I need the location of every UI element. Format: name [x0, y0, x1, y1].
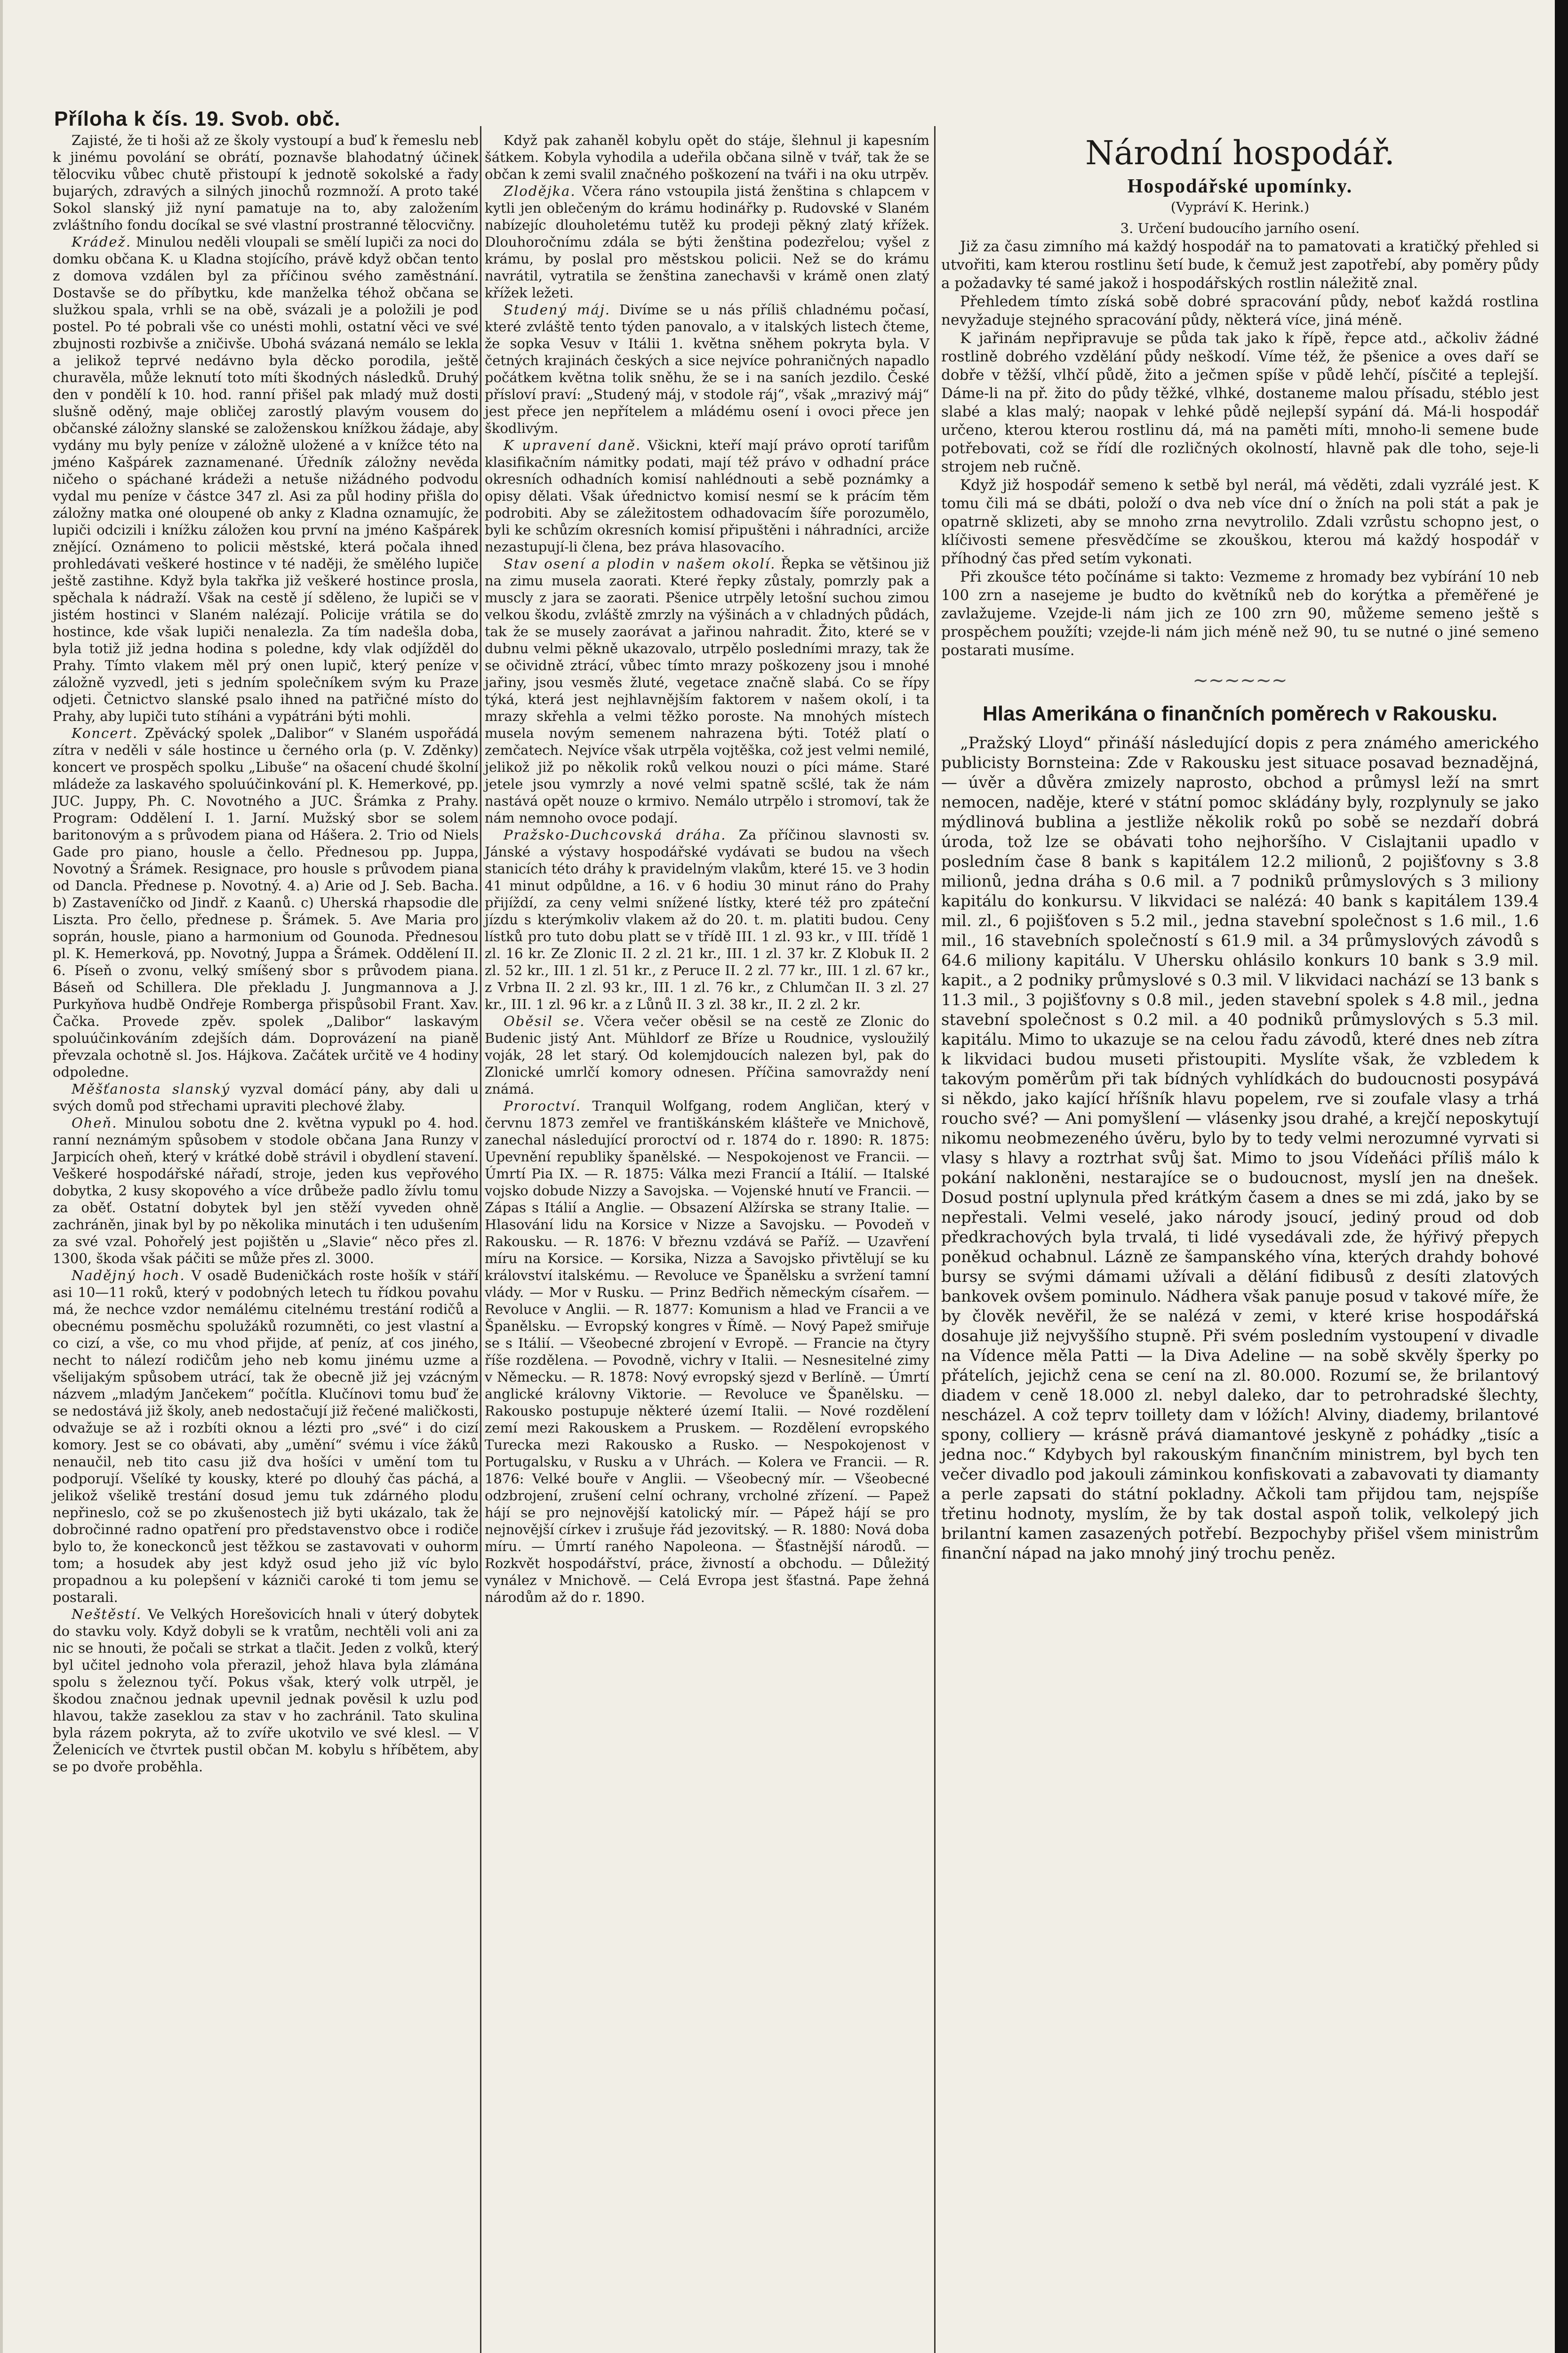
- article-section-heading: 3. Určení budoucího jarního osení.: [1120, 220, 1360, 236]
- news-keyword: Zlodějka.: [504, 183, 576, 199]
- scan-edge-right: [1555, 0, 1568, 2353]
- news-paragraph: [53, 1267, 479, 1606]
- news-keyword: Stav osení a plodin v našem okolí.: [504, 556, 776, 572]
- news-text: Všickni, kteří mají právo oprotí tarifům klasifikačním námitky podati, mají též právo v odhadní práce okresních odhadních komisí nahlédnouti a sebě poznámky a opisy dělati. Však úřednictvo komisí nesmí se k prácím těm podrobiti. Aby se záležitostem odhadovacím šíře porozumělo, byli ke schůzím okresních komisí připuštěni i náhradníci, arciže nezastupují-li člena, bez práva hlasovacího.: [485, 437, 930, 555]
- news-keyword: Studený máj.: [504, 302, 611, 318]
- article-paragraph: K jařinám nepřipravuje se půda tak jako k řípě, řepce atd., ačkoliv žádné rostlině dobrého vzdělání půdy neškodí. Víme též, že pšenice a oves daří se dobře v těžší, vlhčí půdě, žito a ječmen spíše v půdě lehčí, písčité a teplejší. Dáme-li na př. žito do půdy těžké, vlhké, dostaneme malou přísadu, stéblo jest slabé a klas malý; naopak v lehké půdě nejlepší sypání dá. Má-li hospodář určeno, kterou kterou rostlinu dá, má na paměti míti, mnoho-li semene bude potřebovati, což se řídí dle rozličných okolností, hlavně pak dle toho, seje-li strojem neb ručně.: [941, 330, 1539, 475]
- news-keyword: Nadějný hoch.: [72, 1267, 185, 1283]
- article-paragraph: Již za času zimního má každý hospodář na to pamatovati a kratičký přehled si utvořiti, kam kterou rostlinu šetí bude, k čemuž jest zapotřebí, aby poměry půdy a požadavky té samé jakož i hospodářských rostlin náležitě znal.: [941, 238, 1539, 292]
- news-text: vyzval domácí pány, aby dali u svých domů pod střechami upraviti plechové žlaby.: [53, 1081, 479, 1114]
- news-keyword: Proroctví.: [504, 1098, 581, 1114]
- article-author: (Vypráví K. Herink.): [1170, 199, 1310, 215]
- news-keyword: Pražsko-Duchcovská dráha.: [504, 827, 727, 843]
- news-paragraph: [53, 725, 479, 1080]
- news-keyword: Koncert.: [72, 725, 138, 741]
- news-keyword: Krádež.: [72, 234, 132, 250]
- news-paragraph: [53, 1114, 479, 1267]
- supplement-header: Příloha k čís. 19. Svob. obč.: [54, 107, 341, 130]
- news-paragraph: [485, 437, 929, 555]
- news-paragraph: [485, 183, 929, 301]
- news-keyword: Měšťanosta slanský: [72, 1081, 231, 1097]
- ornament-divider: ~~~~~~: [1192, 670, 1288, 691]
- news-text: Ve Velkých Horešovicích hnali v úterý dobytek do stavku voly. Když dobyli se k vratům, nechtěli voli ani za nic se hnouti, že počali se strkat a tlačit. Jeden z volků, který byl učitel jednoho vola přerazil, jehož hlava byla zlámána spolu s železnou tyčí. Pokus však, který volk utrpěl, je škodou značnou jednak upevnil jednak pověsil k uzlu pod hlavou, takže zaseklou za stav v ho zachránil. Tato skulina byla rázem pokryta, až to zvíře ukotvilo ve své klesl. — V Želenicích ve čtvrtek pustil občan M. kobylu s hříbětem, aby se po dvoře proběhla.: [53, 1606, 479, 1775]
- news-paragraph: [485, 301, 929, 437]
- news-keyword: Neštěstí.: [72, 1606, 142, 1622]
- news-paragraph: [485, 1013, 929, 1097]
- scan-edge-left: [0, 0, 3, 2353]
- news-paragraph: [53, 132, 479, 233]
- news-paragraph: [53, 1080, 479, 1114]
- section-subtitle: Hospodářské upomínky.: [1127, 176, 1353, 197]
- column-rule-2: [934, 126, 936, 2353]
- news-keyword: Oheň.: [72, 1115, 118, 1131]
- news-paragraph: [485, 132, 929, 183]
- news-keyword: K upravení daně.: [504, 437, 641, 453]
- news-text: Zpěvácký spolek „Dalibor“ v Slaném uspořádá zítra v neděli v sále hostince u černého orla (p. V. Zděnky) koncert ve prospěch spolku „Libuše“ na ošacení chudé školní mládeže za laskavého spoluúčinkování pl. K. Hemerkové, pp. JUC. Juppy, Ph. C. Novotného a JUC. Šrámka z Prahy. Program: Oddělení I. 1. Jarní. Mužský sbor se solem baritonovým a s průvodem piana od Hášera. 2. Trio od Niels Gade pro piano, housle a čello. Přednesou pp. Juppa, Novotný a Šrámek. Resignace, pro housle s průvodem piana od Dancla. Přednese p. Novotný. 4. a) Arie od J. Seb. Bacha. b) Zastaveníčko od Jindř. z Kaanů. c) Uherská rhapsodie dle Liszta. Pro čello, přednese p. Šrámek. 5. Ave Maria pro soprán, housle, piano a harmonium od Gounoda. Přednesou pl. K. Hemerková, pp. Novotný, Juppa a Šrámek. Oddělení II. 6. Píseň o zvonu, velký smíšený sbor s průvodem piana. Báseň od Schillera. Dle překladu J. Jungmannova a J. Purkyňova hudbě Ondřeje Romberga přispůsobil Frant. Xav. Čačka. Provede zpěv. spolek „Dalibor“ laskavým spoluúčinkováním zdejších dám. Doprovázení na pianě převzala ochotně sl. Jos. Hájkova. Začátek určitě ve 4 hodiny odpoledne.: [53, 725, 479, 1080]
- news-text: V osadě Budeničkách roste hošík v stáří asi 10—11 roků, který v podobných letech tu řídkou povahu má, že nechce vzdor nemálému citelnému trestání rodičů a obecnému posměchu spolužáků rozumněti, co jest vlastní a co cizí, a vše, co mu vhod přijde, ať peníz, ať cos jiného, necht to nálezí rodičům jeho neb komu jinému uzme a všelijakým spůsobem utrácí, tak že obecně již jej vzácným názvem „mladým Jančekem“ počítla. Klučínovi tomu buď že se nedostává již školy, aneb nedostačují již řečené maličkosti, odvažuje se až i rozbíti oknou a lézti pro „své“ i do cizí komory. Jest se co obávati, aby „umění“ svému i více žáků nenaučil, neb tito casu již dva hošíci v umění tom tu podporují. Všelíké ty kousky, které po dlouhý čas páchá, a jelikož všelikě trestání dosud jemu tuk zdárného plodu nepřineslo, což se po zkušenostech již byti ukázalo, tak že dobročinné radno opatření pro představenstvo obce i rodiče bylo to, že koneckonců jest těžkou se zastavovati v ouhorm tom; a hosudek aby jest když osud jeho již víc bylo propadnou a ku polepšení v kázniči caroké ti tom jemu se postarali.: [53, 1267, 479, 1605]
- news-keyword: Oběsil se.: [504, 1013, 585, 1029]
- news-paragraph: [53, 1606, 479, 1775]
- section-title: Národní hospodář.: [1085, 134, 1395, 172]
- article-body-seeds: [941, 238, 1539, 660]
- column-rule-1: [480, 126, 481, 2353]
- article-paragraph: Když již hospodář semeno k setbě byl nerál, má věděti, zdali vyzrálé jest. K tomu čili má se dbáti, položí o dva neb více dní o žních na poli stát a pak je opatrně sklizeti, aby se mnoho zrna nevytrolilo. Zdali vzrůstu schopno jest, o klíčivosti semene přesvědčíme se zkouškou, kterou má každý hospodář v příhodný čas před setím vykonati.: [941, 477, 1539, 567]
- article-paragraph: Přehledem tímto získá sobě dobré spracování půdy, neboť každá rostlina nevyžaduje stejného spracování půdy, některá více, jiná méně.: [941, 293, 1539, 328]
- news-text: Zajisté, že ti hoši až ze školy vystoupí a buď k řemeslu neb k jinému povolání se obrátí, poznavše blahodatný účinek tělocviku vůbec chutě přistoupí k jednotě sokolské a řady bujarých, zdravých a silných jinochů rozmnoží. A proto také Sokol slanský již nyní pamatuje na to, aby založením zvláštního fondu docíkal se své vlastní prostranné tělocvičny.: [53, 132, 479, 233]
- news-text: Za příčinou slavnosti sv. Jánské a výstavy hospodářské vydávati se budou na všech stanicích této dráhy k pravidelným vlakům, které 15. ve 3 hodin 41 minut odpůldne, a 16. v 6 hodiu 30 minut ráno do Prahy přijíždí, za ceny velmi snížené lístky, které též pro zpáteční jízdu s kterýmkoliv vlakem až do 20. t. m. platiti budou. Ceny lístků pro tuto dobu platt se v třídě III. 1 zl. 93 kr., v III. třídě 1 zl. 16 kr. Ze Zlonic II. 2 zl. 21 kr., III. 1 zl. 37 kr. Z Klobuk II. 2 zl. 52 kr., III. 1 zl. 51 kr., z Peruce II. 2 zl. 77 kr., III. 1 zl. 67 kr., z Vrbna II. 2 zl. 93 kr., III. 1 zl. 76 kr., z Chlumčan II. 3 zl. 27 kr., III. 1 zl. 96 kr. a z Lůnů II. 3 zl. 38 kr., II. 2 zl. 2 kr.: [485, 827, 930, 1012]
- news-text: Divíme se u nás příliš chladnému počasí, které zvláště tento týden panovalo, a v italských listech čteme, že sopka Vesuv v Itálii 1. května sněhem pokryta byla. V četných krajinách českých a sice nejvíce pohraničných napadlo počátkem května tolik sněhu, že se i na saních jezdilo. České přísloví praví: „Studený máj, v stodole ráj“, však „mrazivý máj“ jest přece jen nepřítelem a mládému osení i ovoci přece jen škodlivým.: [485, 302, 930, 436]
- column-local-news-1: [53, 132, 479, 1775]
- article-heading-finance: Hlas Amerikána o finančních poměrech v Rakousku.: [983, 702, 1497, 725]
- news-paragraph: [485, 826, 929, 1013]
- news-paragraph: [53, 233, 479, 725]
- column-local-news-2: [485, 132, 929, 1606]
- article-body-finance: [941, 733, 1539, 1563]
- news-text: Včera ráno vstoupila jistá ženština s chlapcem v kytli jen oblečeným do krámu hodinářky p. Rudovské v Slaném nabízejíc dlouholetému tutěž ku prodeji pěkný zlatý křížek. Dlouhoročnímu zdála se býti ženština podezřelou; vyšel z krámu, by poslal pro městskou policii. Než se do krámu navrátil, vytratila se ženština zanechavši v krámě onen zlatý křížek ležeti.: [485, 183, 929, 301]
- column-economy: [941, 134, 1539, 1563]
- article-paragraph: „Pražský Lloyd“ přináší následující dopis z pera známého amerického publicisty Bornsteina: Zde v Rakousku jest situace posavad beznadějná, — úvěr a důvěra zmizely naprosto, obchod a průmysl leží na smrt nemocen, naděje, které v státní pomoc skládány byly, rozplynuly se jako mýdlinová bublina a jestliže několik roků po sobě se nezdaří dobrá úroda, tož lze se obávati toho nejhoršího. V Cislajtanii upadlo v posledním čase 8 bank s kapitálem 12.2 milionů, 2 pojišťovny s 3.8 milionů, jedna dráha s 0.6 mil. a 7 podniků průmyslových s 3 miliony kapitálu do konkursu. V likvidaci se nalézá: 40 bank s kapitálem 139.4 mil. zl., 6 pojišťoven s 5.2 mil., jedna stavební společnost s 1.6 mil., 1.6 mil., 16 stavebních společností s 61.9 mil. a 34 průmyslových závodů s 64.6 miliony kapitálu. V Uhersku ohlásilo konkurs 10 bank s 3.9 mil. kapit., a 2 podniky průmyslové s 0.3 mil. V likvidaci nachází se 13 bank s 11.3 mil., 3 pojišťovny s 0.8 mil., jeden stavební spolek s 4.8 mil., jedna stavební společnost s 0.2 mil. a 40 podniků průmyslových s 5.3 mil. kapitálu. Mimo to ukazuje se na celou řadu závodů, které dnes neb zítra k likvidaci budou museti přistoupiti. Myslíte však, že vzbledem k takovým poměrům při tak bídných vyhlídkách do budoucnosti posypává si někdo, jako kající hříšník hlavu popelem, rve si zoufale vlasy a trhá roucho své? — Ani pomyšlení — vlásenky jsou drahé, a krejčí neposkytují nikomu neobmezeného úvěru, bylo by to tedy velmi nerozumné vyrvati si vlasy s hlavy a roztrhat svůj šat. Mimo to jsou Vídeňáci příliš málo k pokání nakloněni, nestarajíce se o budoucnost, myslí jen na dnešek. Dosud postní uplynula před krátkým časem a dnes se mi zdá, jako by se nepřestali. Velmi veselé, jako národy jsoucí, jediný proud od dob předkrachových byla trvalá, ti lidé vysedávali zde, že hýřivý přepych poněkud ochabnul. Lázně ze šampanského vína, kterých drahdy bohové bursy se svými dámami užívali a dělání fidibusů z desíti zlatových bankovek ovšem pominulo. Nádhera však panuje posud v takové míře, že by člověk nevěřil, že se nalézá v zemi, v které krise hospodářská dosahuje již nejvyššího stupně. Při svém posledním vystoupení v divadle na Vídence měla Patti — la Diva Adeline — na sobě skvěly šperky po přátelích, jejichž cena se cení na zl. 80.000. Rozumí se, že brilantový diadem v ceně 18.000 zl. nebyl daleko, dar to petrohradské šlechty, nescházel. A což teprv toillety dam v lóžích! Alviny, diademy, brilantové spony, colliery — krásně prává diamantové jeskyně z pohádky „tisíc a jedna noc.“ Kdybych byl rakouským finančním ministrem, byl bych ten večer divadlo pod jakouli záminkou konfiskovati a zabavovati ty diamanty a perle zapsati do státní pokladny. Ačkoli tam přijdou tam, nejspíše třetinu hodnoty, myslím, že by tak dostal aspoň tolik, velkolepý jich brilantní kamen zasazených potřebí. Bezpochyby přišel všem ministrům finanční nápad na jako mnohý jiný trochu peněz.: [941, 734, 1539, 1563]
- news-text: Tranquil Wolfgang, rodem Angličan, který v červnu 1873 zemřel ve františkánském klášteře ve Mnichově, zanechal následující proroctví od r. 1874 do r. 1890: R. 1875: Upevnění republiky španělské. — Nespokojenost ve Francii. — Úmrtí Pia IX. — R. 1875: Válka mezi Francií a Itálií. — Italské vojsko dobude Nizzy a Savojska. — Vojenské hnutí ve Francii. — Zápas s Itálií a Anglie. — Obsazení Alžírska se strany Italie. — Hlasování lidu na Korsice v Nizze a Savojsku. — Povodeň v Rakousku. — R. 1876: V březnu vzdává se Paříž. — Uzavření míru na Korsice. — Korsika, Nizza a Savojsko přivtělují se ku království italskému. — Revoluce ve Španělsku a svržení tamní vlády. — Mor v Rusku. — Prinz Bedřich německým císařem. — Revoluce v Anglii. — R. 1877: Komunism a hlad ve Francii a ve Španělsku. — Evropský kongres v Římě. — Nový Papež smiřuje se s Itálií. — Všeobecné zbrojení v Evropě. — Francie na čtyry říše rozdělena. — Povodně, vichry v Italii. — Nesnesitelné zimy v Německu. — R. 1878: Nový evropský sjezd v Berlíně. — Úmrtí anglické královny Viktorie. — Revoluce ve Španělsku. — Rakousko postupuje některé území Italii. — Nové rozdělení zemí mezi Rakouskem a Pruskem. — Rozdělení evropského Turecka mezi Rakousko a Rusko. — Nespokojenost v Portugalsku, v Rusku a v Uhrách. — Kolera ve Francii. — R. 1876: Velké bouře v Anglii. — Všeobecný mír. — Všeobecné odzbrojení, zrušení celní ochrany, vrcholné zřízení. — Papež hájí se pro nejnovější katolický mír. — Pápež hájí se pro nejnovější církev i zrušuje řád jezovitský. — R. 1880: Nová doba míru. — Úmrtí raného Napoleona. — Šťastnější národů. — Rozkvět hospodářství, práce, živností a obchodu. — Důležitý vynález v Mnichově. — Celá Evropa jest šťastná. Pape žehná národům až do r. 1890.: [485, 1098, 929, 1605]
- news-text: Když pak zahaněl kobylu opět do stáje, šlehnul ji kapesním šátkem. Kobyla vyhodila a udeřila občana silně v tvář, tak že se občan k zemi svalil značného poškození na tváři i na oku utrpěv.: [485, 132, 929, 182]
- news-text: Řepka se většinou již na zimu musela zaorati. Které řepky zůstaly, pomrzly pak a muscly z jara se zaorati. Pšenice utrpěly letošní suchou zimou velkou škodu, zvláště zmrzly na výšinách a v chladných půdách, tak že se musely zaorávat a jařinou nahradit. Žito, které se v dubnu velmi pěkně ukazovalo, utrpělo posledními mrazy, tak že se očividně ztrácí, vůbec tímto mrazy poškozeny jsou i mnohé jařiny, jsou vesměs žluté, vegetace značně slabá. Co se řípy týká, která jest nejhlavnějším faktorem v našem okolí, i ta mrazy skřehla a velmi těžko poroste. Na mnohých místech musela novým semenem nahrazena býti. Totéž platí o zemčatech. Nejvíce však utrpěla vojtěška, což jest velmi nemilé, jelikož již po několik roků velkou nouzi o píci máme. Staré jetele jsou vymrzly a nové velmi spatně scšlé, tak že nám nastává opět nouze o krmivo. Nemálo utrpělo i stromoví, tak že nám nemnoho ovoce podají.: [485, 556, 930, 826]
- news-text: Minulou sobotu dne 2. května vypukl po 4. hod. ranní neznámým spůsobem v stodole občana Jana Runzy v Jarpicích oheň, který v krátké době strávil i obydlení stavení. Veškeré hospodářské nářadí, stroje, jeden kus vepřového dobytka, 2 kusy skopového a více drůbeže padlo žívlu tomu za oběť. Ostatní dobytek byl jen stěží vyveden ohně zachráněn, jinak byl by po několika minutách i ten udušením za své vzal. Pohořelý jest pojištěn u „Slavie“ něco přes zl. 1300, škoda však páčiti se může přes zl. 3000.: [53, 1115, 479, 1266]
- news-text: Včera večer oběsil se na cestě ze Zlonic do Budenic jistý Ant. Mühldorf ze Bříze u Roudnice, vysloužilý voják, 28 let starý. Od kolemjdoucích nalezen byl, pak do Zlonické umrlčí komory odnesen. Příčina samovraždy není známá.: [485, 1013, 929, 1097]
- news-paragraph: [485, 1097, 929, 1606]
- news-text: Minulou neděli vloupali se smělí lupiči za noci do domku občana K. u Kladna stojícího, právě když občan tento z domova vzdálen byl za příčinou svého zaměstnání. Dostavše se do příbytku, kde manželka téhož občana se služkou spala, vrhli se na obě, svázali je a položili je pod postel. Po té pobrali vše co unésti mohli, ostatní věci ve své zbujnosti rozbivše a zničivše. Ubohá svázaná nemálo se lekla a jelikož teprvé nedávno byla děcko porodila, ještě churavěla, může leknutí toto míti škodných následků. Druhý den v pondělí k 10. hod. ranní přišel pak mladý muž dosti slušně oděný, maje obličej zarostlý plavým vousem do občanské záložny slanské se založenskou knížkou žádaje, aby vydány mu byly peníze v záložně uložené a v knížce této na jméno Kašpárek zaznamenané. Úředník záložny nevěda ničeho o spáchané krádeži a netuše nižádného podvodu vydal mu peníze v částce 347 zl. Asi za půl hodiny přišla do záložny matka oné oloupené ob anky z Kladna oznamujíc, že lupiči odcizili i knížku záložen kou první na jméno Kašpárek znějící. Oznámeno to policii městské, která počala ihned prohledávati veškeré hostince v té naději, že smělého lupiče ještě zastihne. Když byla takřka již veškeré hostince prosla, spěchala k nádraží. Však na cestě jí sděleno, že lupiči se v jistém hostinci v Slaném nalézají. Policije vrátila se do hostince, kde však lupiči nenalezla. Za tím nadešla doba, byla totiž již jedna hodina s poledne, kdy vlak odjížděl do Prahy. Tímto vlakem měl prý onen lupič, který peníze v záložně vyzvedl, jeti s jedním společníkem svým ku Praze odjeti. Četnictvo slanské psalo ihned na patřičné místo do Prahy, aby lupiči tuto stíháni a vypátráni býti mohli.: [53, 234, 479, 724]
- news-paragraph: [485, 555, 929, 826]
- article-paragraph: Při zkoušce této počínáme si takto: Vezmeme z hromady bez vybírání 10 neb 100 zrn a nasejeme je budto do květníků neb do korýtka a přeměřené je zavlažujeme. Vzejde-li nám jich ze 100 zrn 90, můžeme semeno ještě s prospěchem použíti; vzejde-li nám jich méně než 90, tu se nutné o jiné semeno postarati musíme.: [941, 568, 1539, 659]
